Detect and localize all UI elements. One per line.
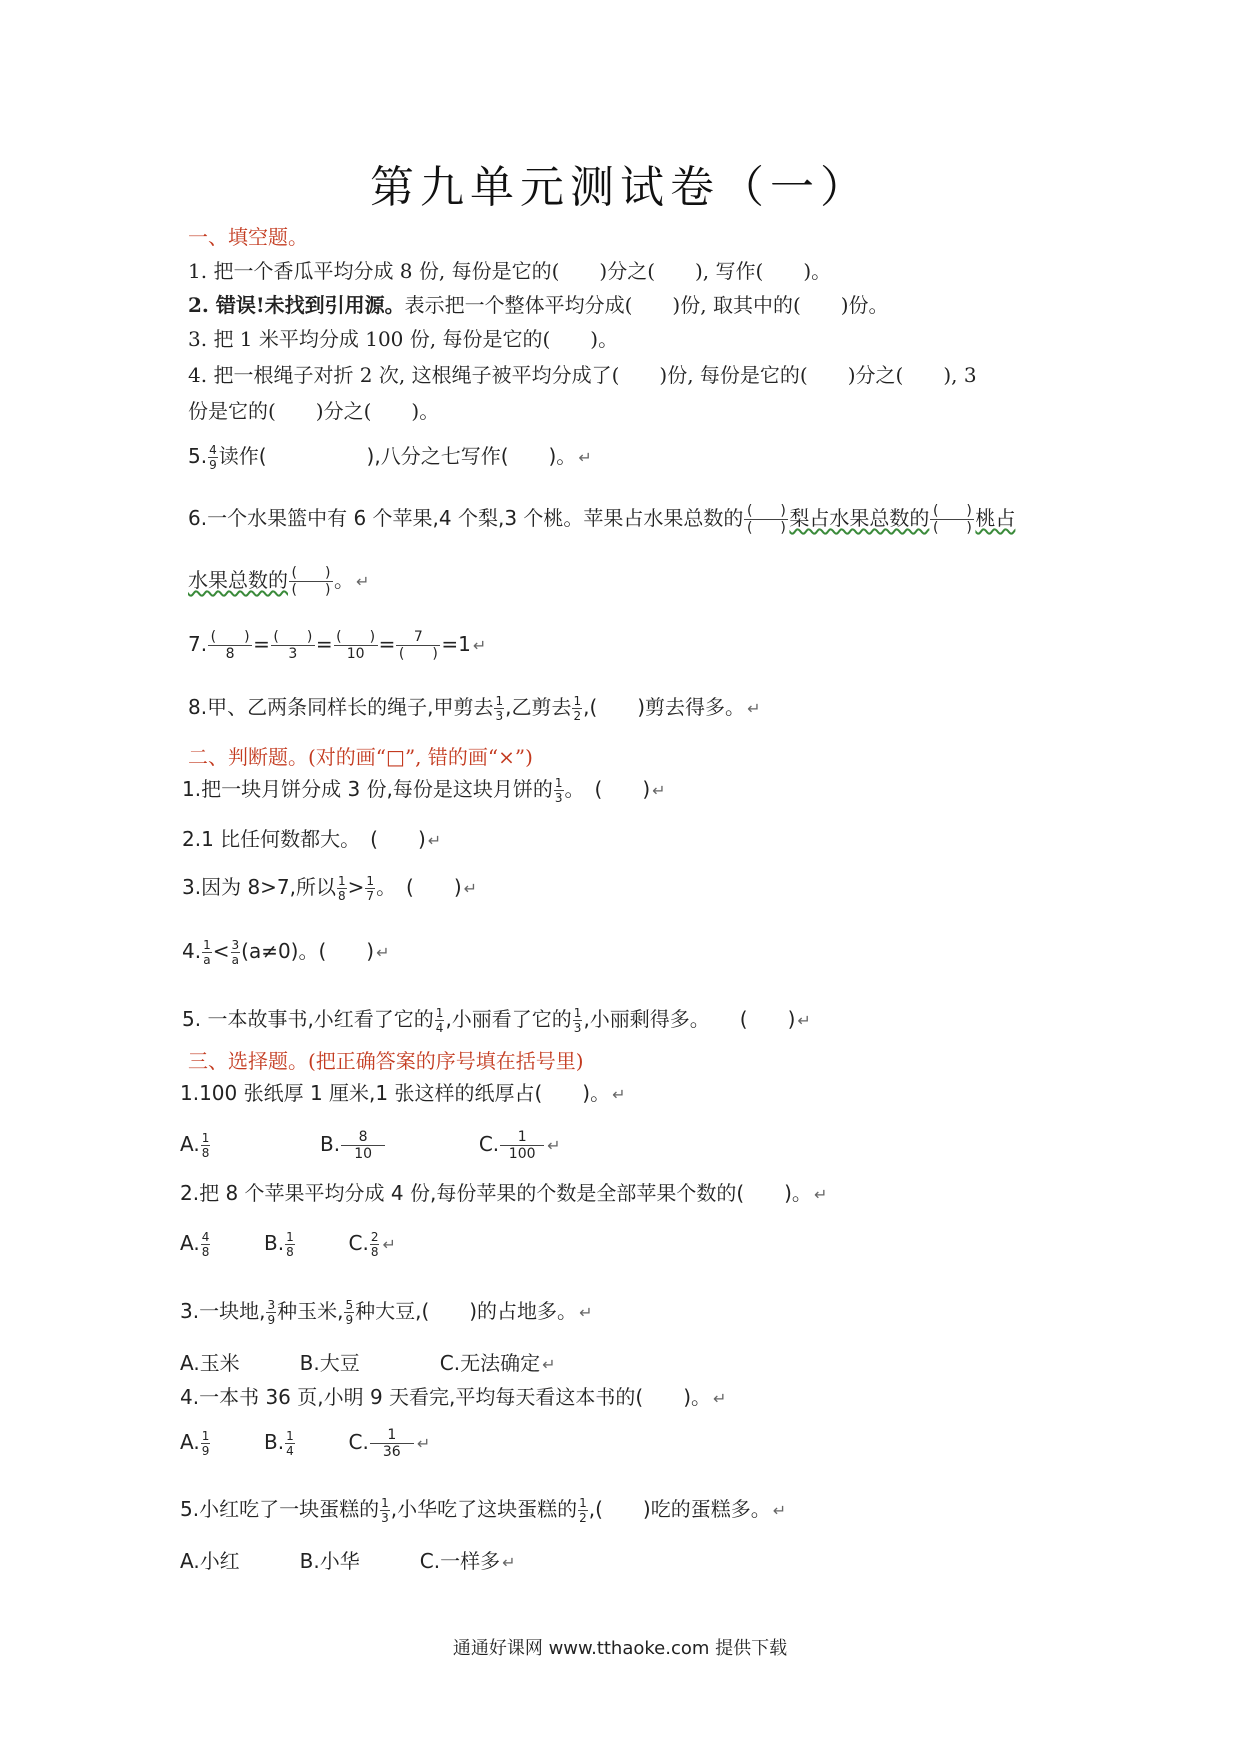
question-1-4-line1: 4. 把一根绳子对折 2 次, 这根绳子被平均分成了( )份, 每份是它的( )分之( ), 3	[188, 363, 977, 387]
blank-fraction: $\frac{( )}{( )}$	[930, 504, 974, 535]
option-c: C. $\frac{2}{8}$	[348, 1230, 379, 1259]
blank-fraction: $\frac{( )}{( )}$	[289, 566, 333, 597]
option-a: A. $\frac{1}{8}$	[180, 1131, 210, 1160]
question-3-1-options: A. $\frac{1}{8}$ B. $\frac{8}{10}$ C. $\frac{1}{100}$ ↵	[180, 1129, 561, 1162]
option-b: B. $\frac{1}{4}$	[264, 1429, 294, 1458]
question-1-7: 7. $\frac{( )}{8}$ = $\frac{( )}{3}$ = $\frac{( )}{10}$ = $\frac{7}{( )}$ =1 ↵	[188, 629, 487, 662]
question-3-2-options: A. $\frac{4}{8}$ B. $\frac{1}{8}$ C. $\frac{2}{8}$ ↵	[180, 1230, 396, 1259]
section-heading-true-false: 二、判断题。(对的画“□”, 错的画“×”)	[188, 745, 533, 769]
reference-error-text: 2. 错误!未找到引用源。	[188, 293, 405, 317]
question-3-3: 3.一块地, $\frac{3}{9}$ 种玉米, $\frac{5}{9}$ 种大豆,( )的占地多。 ↵	[180, 1298, 593, 1327]
question-1-1: 1. 把一个香瓜平均分成 8 份, 每份是它的( )分之( ), 写作( )。	[188, 259, 832, 283]
question-2-3: 3.因为 8>7,所以 $\frac{1}{8}$ > $\frac{1}{7}$ 。 ( ) ↵	[182, 874, 478, 903]
section-heading-fill-blank: 一、填空题。	[188, 225, 308, 249]
question-1-3: 3. 把 1 米平均分成 100 份, 每份是它的( )。	[188, 327, 619, 351]
question-1-5: 5. $\frac{4}{9}$ 读作( ),八分之七写作( )。 ↵	[188, 443, 592, 472]
paragraph-mark: ↵	[578, 448, 592, 467]
section-heading-multiple-choice: 三、选择题。(把正确答案的序号填在括号里)	[188, 1049, 584, 1073]
question-1-8: 8.甲、乙两条同样长的绳子,甲剪去 $\frac{1}{3}$ ,乙剪去 $\frac{1}{2}$ ,( )剪去得多。 ↵	[188, 694, 761, 723]
option-b: B. $\frac{1}{8}$	[264, 1230, 294, 1259]
option-a: A. $\frac{4}{8}$	[180, 1230, 210, 1259]
blank-fraction: $\frac{( )}{10}$	[334, 630, 378, 661]
question-3-2: 2.把 8 个苹果平均分成 4 份,每份苹果的个数是全部苹果个数的( )。 ↵	[180, 1181, 828, 1205]
option-c: C. $\frac{1}{36}$	[348, 1430, 414, 1454]
question-3-3-options: A.玉米 B.大豆 C.无法确定 ↵	[180, 1351, 556, 1375]
option-b: B. $\frac{8}{10}$	[320, 1132, 386, 1156]
question-1-6-line1: 6.一个水果篮中有 6 个苹果,4 个梨,3 个桃。苹果占水果总数的 $\frac{( )}{( )}$ 梨占水果总数的 $\frac{( )}{( )}$ 桃占	[188, 503, 1016, 536]
question-3-1: 1.100 张纸厚 1 厘米,1 张这样的纸厚占( )。 ↵	[180, 1081, 626, 1105]
question-3-4: 4.一本书 36 页,小明 9 天看完,平均每天看这本书的( )。 ↵	[180, 1385, 727, 1409]
page-footer: 通通好课网 www.tthaoke.com 提供下载	[452, 1638, 788, 1659]
blank-fraction: $\frac{7}{( )}$	[396, 630, 440, 661]
question-1-4-line2: 份是它的( )分之( )。	[188, 399, 440, 423]
fraction: $\frac{4}{9}$	[209, 443, 217, 472]
question-2-2: 2.1 比任何数都大。 ( ) ↵	[182, 827, 442, 851]
question-3-5-options: A.小红 B.小华 C.一样多 ↵	[180, 1549, 516, 1573]
question-1-2: 2. 错误!未找到引用源。表示把一个整体平均分成( )份, 取其中的( )份。	[188, 293, 889, 317]
option-c: C. $\frac{1}{100}$	[479, 1132, 545, 1156]
question-2-4: 4. $\frac{1}{a}$ < $\frac{3}{a}$ (a≠0)。( ) ↵	[182, 938, 390, 967]
page-title: 第九单元测试卷（一）	[370, 162, 870, 213]
question-3-4-options: A. $\frac{1}{9}$ B. $\frac{1}{4}$ C. $\frac{1}{36}$ ↵	[180, 1427, 431, 1460]
option-a: A. $\frac{1}{9}$	[180, 1429, 210, 1458]
question-3-5: 5.小红吃了一块蛋糕的 $\frac{1}{3}$ ,小华吃了这块蛋糕的 $\frac{1}{2}$ ,( )吃的蛋糕多。 ↵	[180, 1496, 787, 1525]
blank-fraction: $\frac{( )}{3}$	[271, 630, 315, 661]
question-2-5: 5. 一本故事书,小红看了它的 $\frac{1}{4}$ ,小丽看了它的 $\frac{1}{3}$ ,小丽剩得多。 ( ) ↵	[182, 1006, 811, 1035]
blank-fraction: $\frac{( )}{8}$	[208, 630, 252, 661]
blank-fraction: $\frac{( )}{( )}$	[744, 504, 788, 535]
question-2-1: 1.把一块月饼分成 3 份,每份是这块月饼的 $\frac{1}{3}$ 。 ( ) ↵	[182, 776, 666, 805]
question-1-6-line2: 水果总数的 $\frac{( )}{( )}$ 。 ↵	[188, 565, 370, 598]
